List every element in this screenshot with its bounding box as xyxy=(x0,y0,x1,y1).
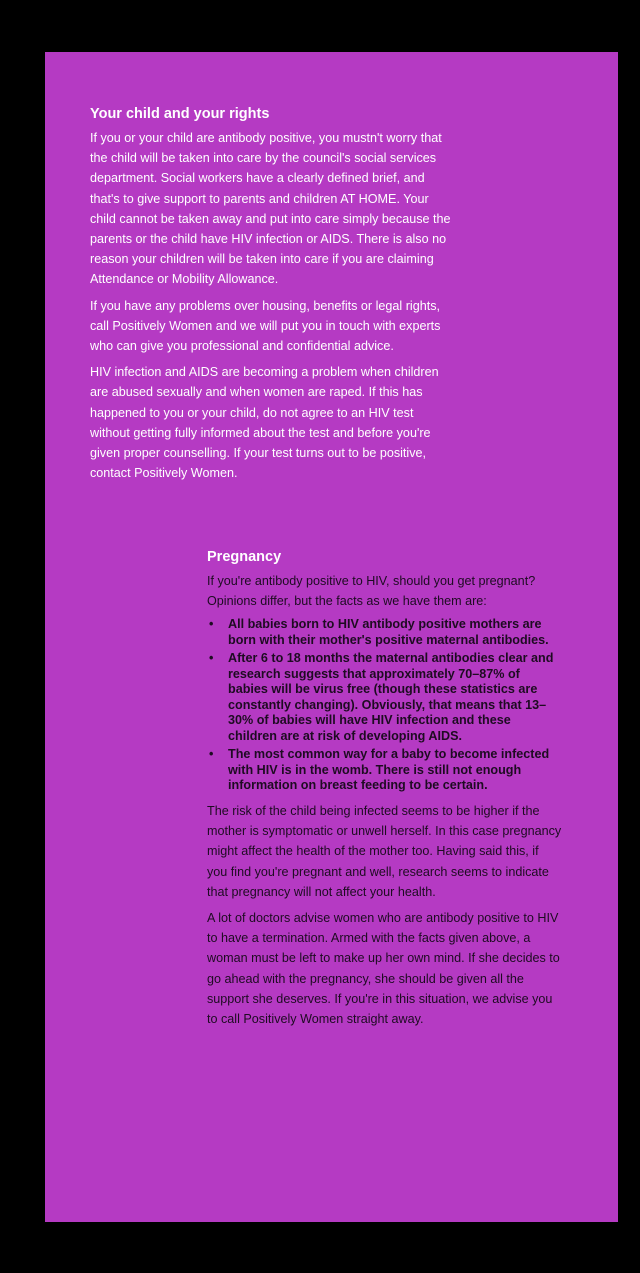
pregnancy-heading: Pregnancy xyxy=(207,549,282,565)
pregnancy-intro: If you're antibody positive to HIV, should you get pregnant? Opinions differ, but the facts as we have them are: xyxy=(207,574,536,609)
rights-paragraph-1: If you or your child are antibody positive, you mustn't worry that the child will be taken into care by the council's social services department. Social workers have a clearly defined brief, and that's to give support to parents and children AT HOME. Your child cannot be taken away and put into care simply because the parents or the child have HIV infection or AIDS. There is also no reason your children will be taken into care if you are claiming Attendance or Mobility Allowance. xyxy=(90,131,451,287)
pregnancy-paragraph-1: The risk of the child being infected seems to be higher if the mother is symptomatic or unwell herself. In this case pregnancy might affect the health of the mother too. Having said this, if you find you're pregnant and well, research seems to indicate that pregnancy will not affect your health. xyxy=(207,803,562,899)
rights-paragraph-3: HIV infection and AIDS are becoming a problem when children are abused sexually and when women are raped. If this has happened to you or your child, do not agree to an HIV test without getting fully informed about the test and before you're given proper counselling. If your test turns out to be positive, contact Positively Women. xyxy=(90,365,439,481)
rights-paragraph-2: If you have any problems over housing, benefits or legal rights, call Positively Women and we will put you in touch with experts who can give you professional and confidential advice. xyxy=(90,298,441,354)
bullet-icon: • xyxy=(209,651,214,666)
facts-list xyxy=(207,617,562,794)
bullet-icon: • xyxy=(209,617,214,632)
list-item xyxy=(207,617,562,648)
bullet-icon: • xyxy=(209,747,214,762)
rights-heading: Your child and your rights xyxy=(90,106,270,122)
list-item-text: All babies born to HIV antibody positive mothers are born with their mother's positive maternal antibodies. xyxy=(228,617,549,647)
list-item-text: After 6 to 18 months the maternal antibodies clear and research suggests that approximately 70–87% of babies will be virus free (though these statistics are constantly changing). Obviously, that means that 13–30% of babies will have HIV infection and these children are at risk of developing AIDS. xyxy=(228,651,554,743)
list-item xyxy=(207,747,562,794)
list-item xyxy=(207,651,562,744)
pregnancy-section xyxy=(207,547,562,1035)
rights-section xyxy=(90,104,455,489)
pregnancy-paragraph-2: A lot of doctors advise women who are antibody positive to HIV to have a termination. Armed with the facts given above, a woman must be left to make up her own mind. If she decides to go ahead with the pregnancy, she should be given all the support she deserves. If you're in this situation, we advise you to call Positively Women straight away. xyxy=(207,910,560,1026)
list-item-text: The most common way for a baby to become infected with HIV is in the womb. There is still not enough information on breast feeding to be certain. xyxy=(228,747,550,793)
